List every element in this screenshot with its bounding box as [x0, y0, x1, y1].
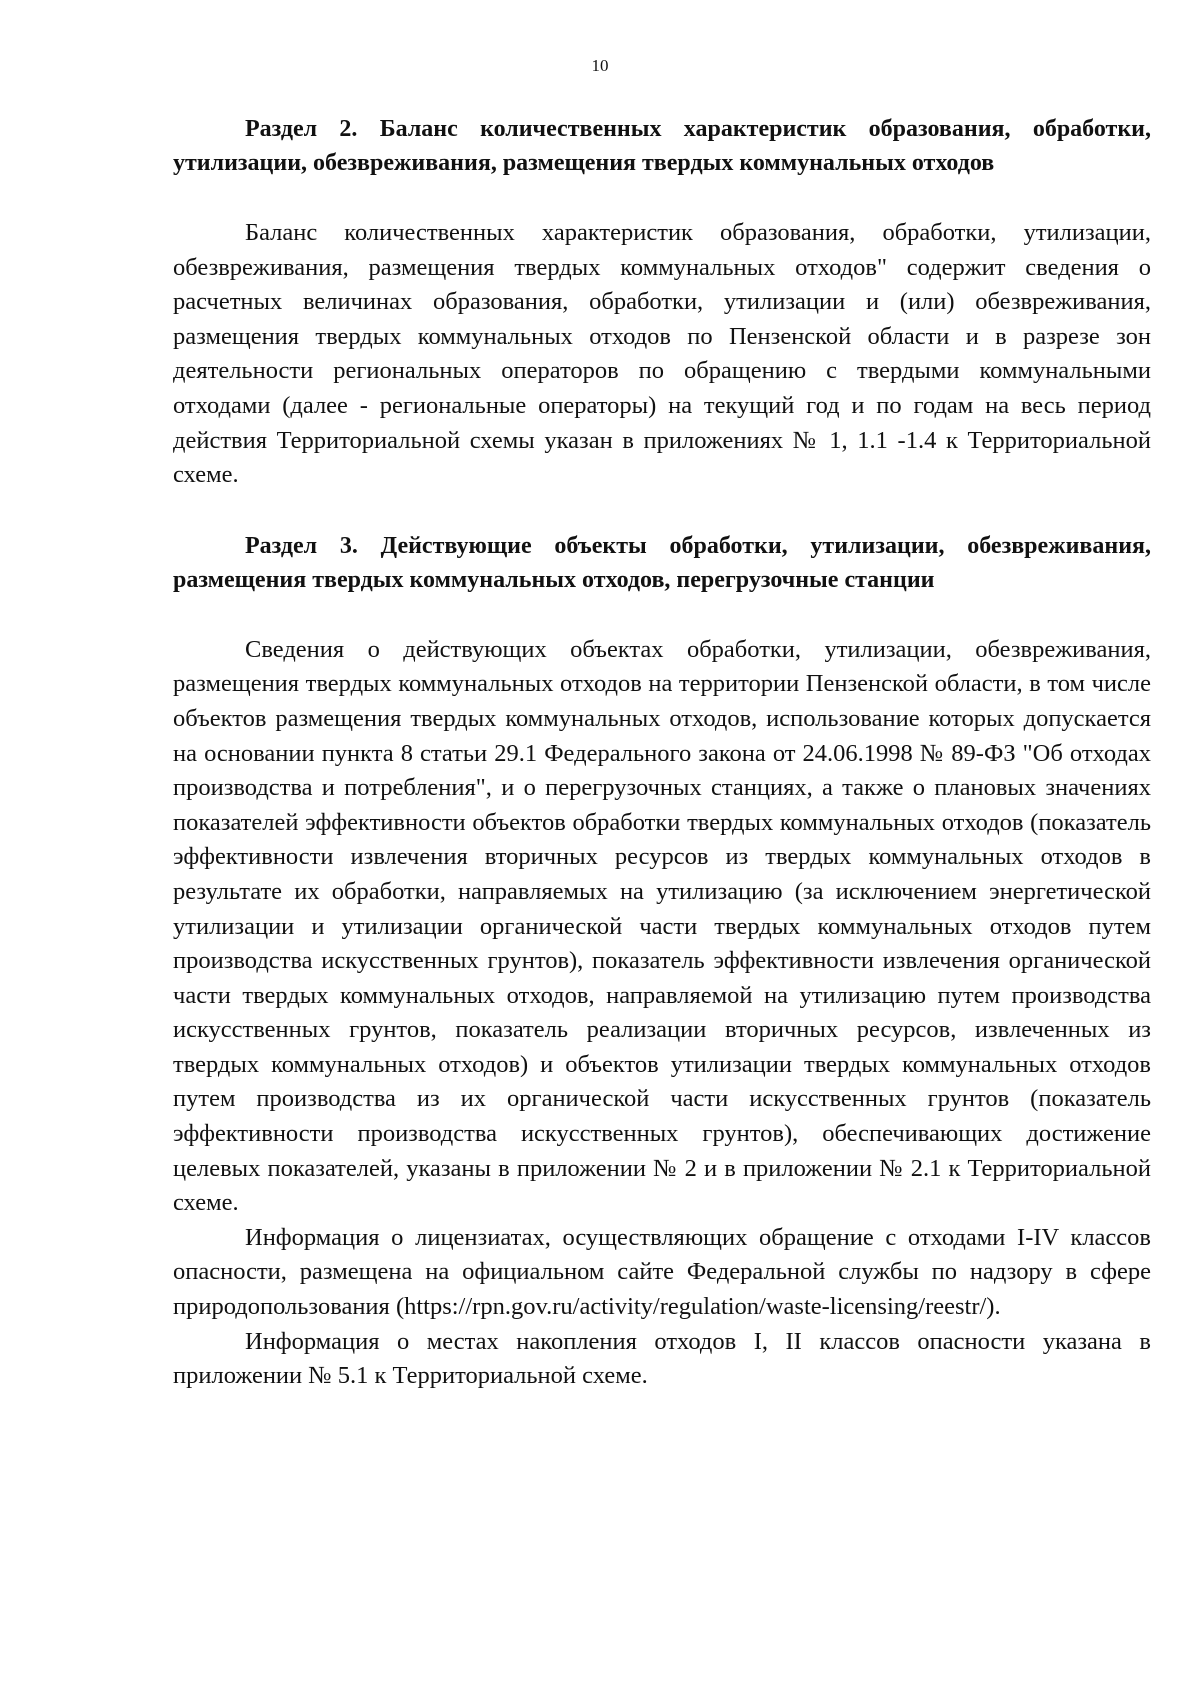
- page-number: 10: [591, 56, 609, 75]
- section-2-heading: Раздел 2. Баланс количественных характеристик образования, обработки, утилизации, обезвреживания, размещения твердых коммунальных отходов: [173, 116, 1151, 176]
- section-3-paragraph-2: Информация о лицензиатах, осуществляющих обращение с отходами I-IV классов опасности, размещена на официальном сайте Федеральной службы по надзору в сфере природопользования (https://rpn.gov.ru/activity/regulation/waste-licensing/reestr/).: [173, 1223, 1151, 1321]
- section-2-paragraph-1: Баланс количественных характеристик образования, обработки, утилизации, обезвреживания, размещения твердых коммунальных отходов" содержит сведения о расчетных величинах образования, обработки, утилизации и (или) обезвреживания, размещения твердых коммунальных отходов по Пензенской области и в разрезе зон деятельности региональных операторов по обращению с твердыми коммунальными отходами (далее - региональные операторы) на текущий год и по годам на весь период действия Территориальной схемы указан в приложениях № 1, 1.1 -1.4 к Территориальной схеме.: [173, 219, 1151, 489]
- section-2: [173, 112, 1151, 493]
- section-3-heading: Раздел 3. Действующие объекты обработки, утилизации, обезвреживания, размещения твердых коммунальных отходов, перегрузочные станции: [173, 532, 1151, 593]
- section-3-paragraph-3: Информация о местах накопления отходов I, II классов опасности указана в приложении № 5.1 к Территориальной схеме.: [173, 1327, 1151, 1390]
- page-content: [173, 112, 1151, 1394]
- section-3: [173, 529, 1151, 1394]
- section-3-paragraph-1: Сведения о действующих объектах обработки, утилизации, обезвреживания, размещения твердых коммунальных отходов на территории Пензенской области, в том числе объектов размещения твердых коммунальных отходов, использование которых допускается на основании пункта 8 статьи 29.1 Федерального закона от 24.06.1998 № 89-ФЗ "Об отходах производства и потребления", и о перегрузочных станциях, а также о плановых значениях показателей эффективности объектов обработки твердых коммунальных отходов (показатель эффективности извлечения вторичных ресурсов из твердых коммунальных отходов в результате их обработки, направляемых на утилизацию (за исключением энергетической утилизации и утилизации органической части твердых коммунальных отходов путем производства искусственных грунтов), показатель эффективности извлечения органической части твердых коммунальных отходов, направляемой на утилизацию путем производства искусственных грунтов, показатель реализации вторичных ресурсов, извлеченных из твердых коммунальных отходов) и объектов утилизации твердых коммунальных отходов путем производства из их органической части искусственных грунтов (показатель эффективности производства искусственных грунтов), обеспечивающих достижение целевых показателей, указаны в приложении № 2 и в приложении № 2.1 к Территориальной схеме.: [173, 635, 1151, 1217]
